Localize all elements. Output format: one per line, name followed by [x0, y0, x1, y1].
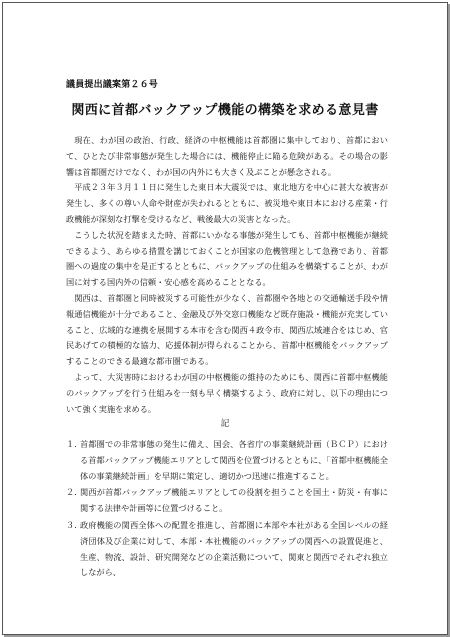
item-number: ３. — [66, 519, 77, 530]
bill-number: 議員提出議案第２６号 — [66, 80, 159, 90]
ki-heading: 記 — [220, 419, 230, 429]
list-item — [66, 437, 388, 484]
paragraph: 関西は、首都圏と同時被災する可能性が少なく、首都圏や各地との交通輸送手段や情報通信機能が十分であること、金融及び外交窓口機能など既存施設・機能が充実していること、広域的な連携を展開する本市を含む関西４政令市、関西広域連合をはじめ、官民あげての積極的な協力、応援体制が得られることから、首都中枢機能をバックアップすることのできる最適な都市圏である。 — [66, 292, 388, 367]
paragraph: 平成２３年３月１１日に発生した東日本大震災では、東北地方を中心に甚大な被害が発生し、多くの尊い人命や財産が失われるとともに、被災地や東日本における産業・行政機能が深刻な打撃を受けるなど、戦後最大の災害となった。 — [66, 182, 388, 224]
item-number: １. — [66, 439, 77, 449]
item-text: 関西が首都バックアップ機能エリアとしての役割を担うことを国土・防災・有事に関する法律や計画等に位置づけること。 — [80, 487, 388, 514]
item-text: 政府機能の関西全体への配置を推進し、首都圏に本部や本社がある全国レベルの経済団体及び企業に対して、本部・本社機能のバックアップの関西への設置促進と、生産、物流、設計、研究開発などの企業活動について、関東と関西でそれぞれ独立しながら、 — [80, 519, 388, 578]
paragraph: 現在、わが国の政治、行政、経済の中枢機能は首都圏に集中しており、首都において、ひとたび非常事態が発生した場合には、機能停止に陥る危険がある。その場合の影響は首都圏だけでなく、わが国の内外にも大きく及ぶことが懸念される。 — [66, 135, 388, 177]
document-title: 関西に首都バックアップ機能の構築を求める意見書 — [71, 103, 379, 118]
list-item — [66, 485, 388, 517]
item-number: ２. — [66, 487, 77, 498]
item-text: 首都圏での非常事態の発生に備え、国会、各省庁の事業継続計画（ＢＣＰ）における首都バックアップ機能エリアとして関西を位置づけるとともに、「首都中枢機能全体の事業継続計画」を早期に策定し、適切かつ迅速に推進すること。 — [80, 439, 388, 481]
list-item — [66, 518, 388, 581]
body-text — [66, 133, 388, 417]
document-page — [2, 2, 448, 635]
paragraph: よって、大災害時におけるわが国の中枢機能の維持のためにも、関西に首都中枢機能のバックアップを行う仕組みを一刻も早く構築するよう、政府に対し、以下の理由について強く実施を求める。 — [66, 371, 388, 414]
paragraph: こうした状況を踏まえた時、首都にいかなる事態が発生しても、首都中枢機能が継続できるよう、あらゆる措置を講じておくことが国家の危機管理として急務であり、首都圏への過度の集中を是正するとともに、バックアップの仕組みを構築することが、わが国に対する国内外の信頼・安心感を高めることとなる。 — [66, 229, 388, 288]
item-list — [66, 437, 388, 582]
